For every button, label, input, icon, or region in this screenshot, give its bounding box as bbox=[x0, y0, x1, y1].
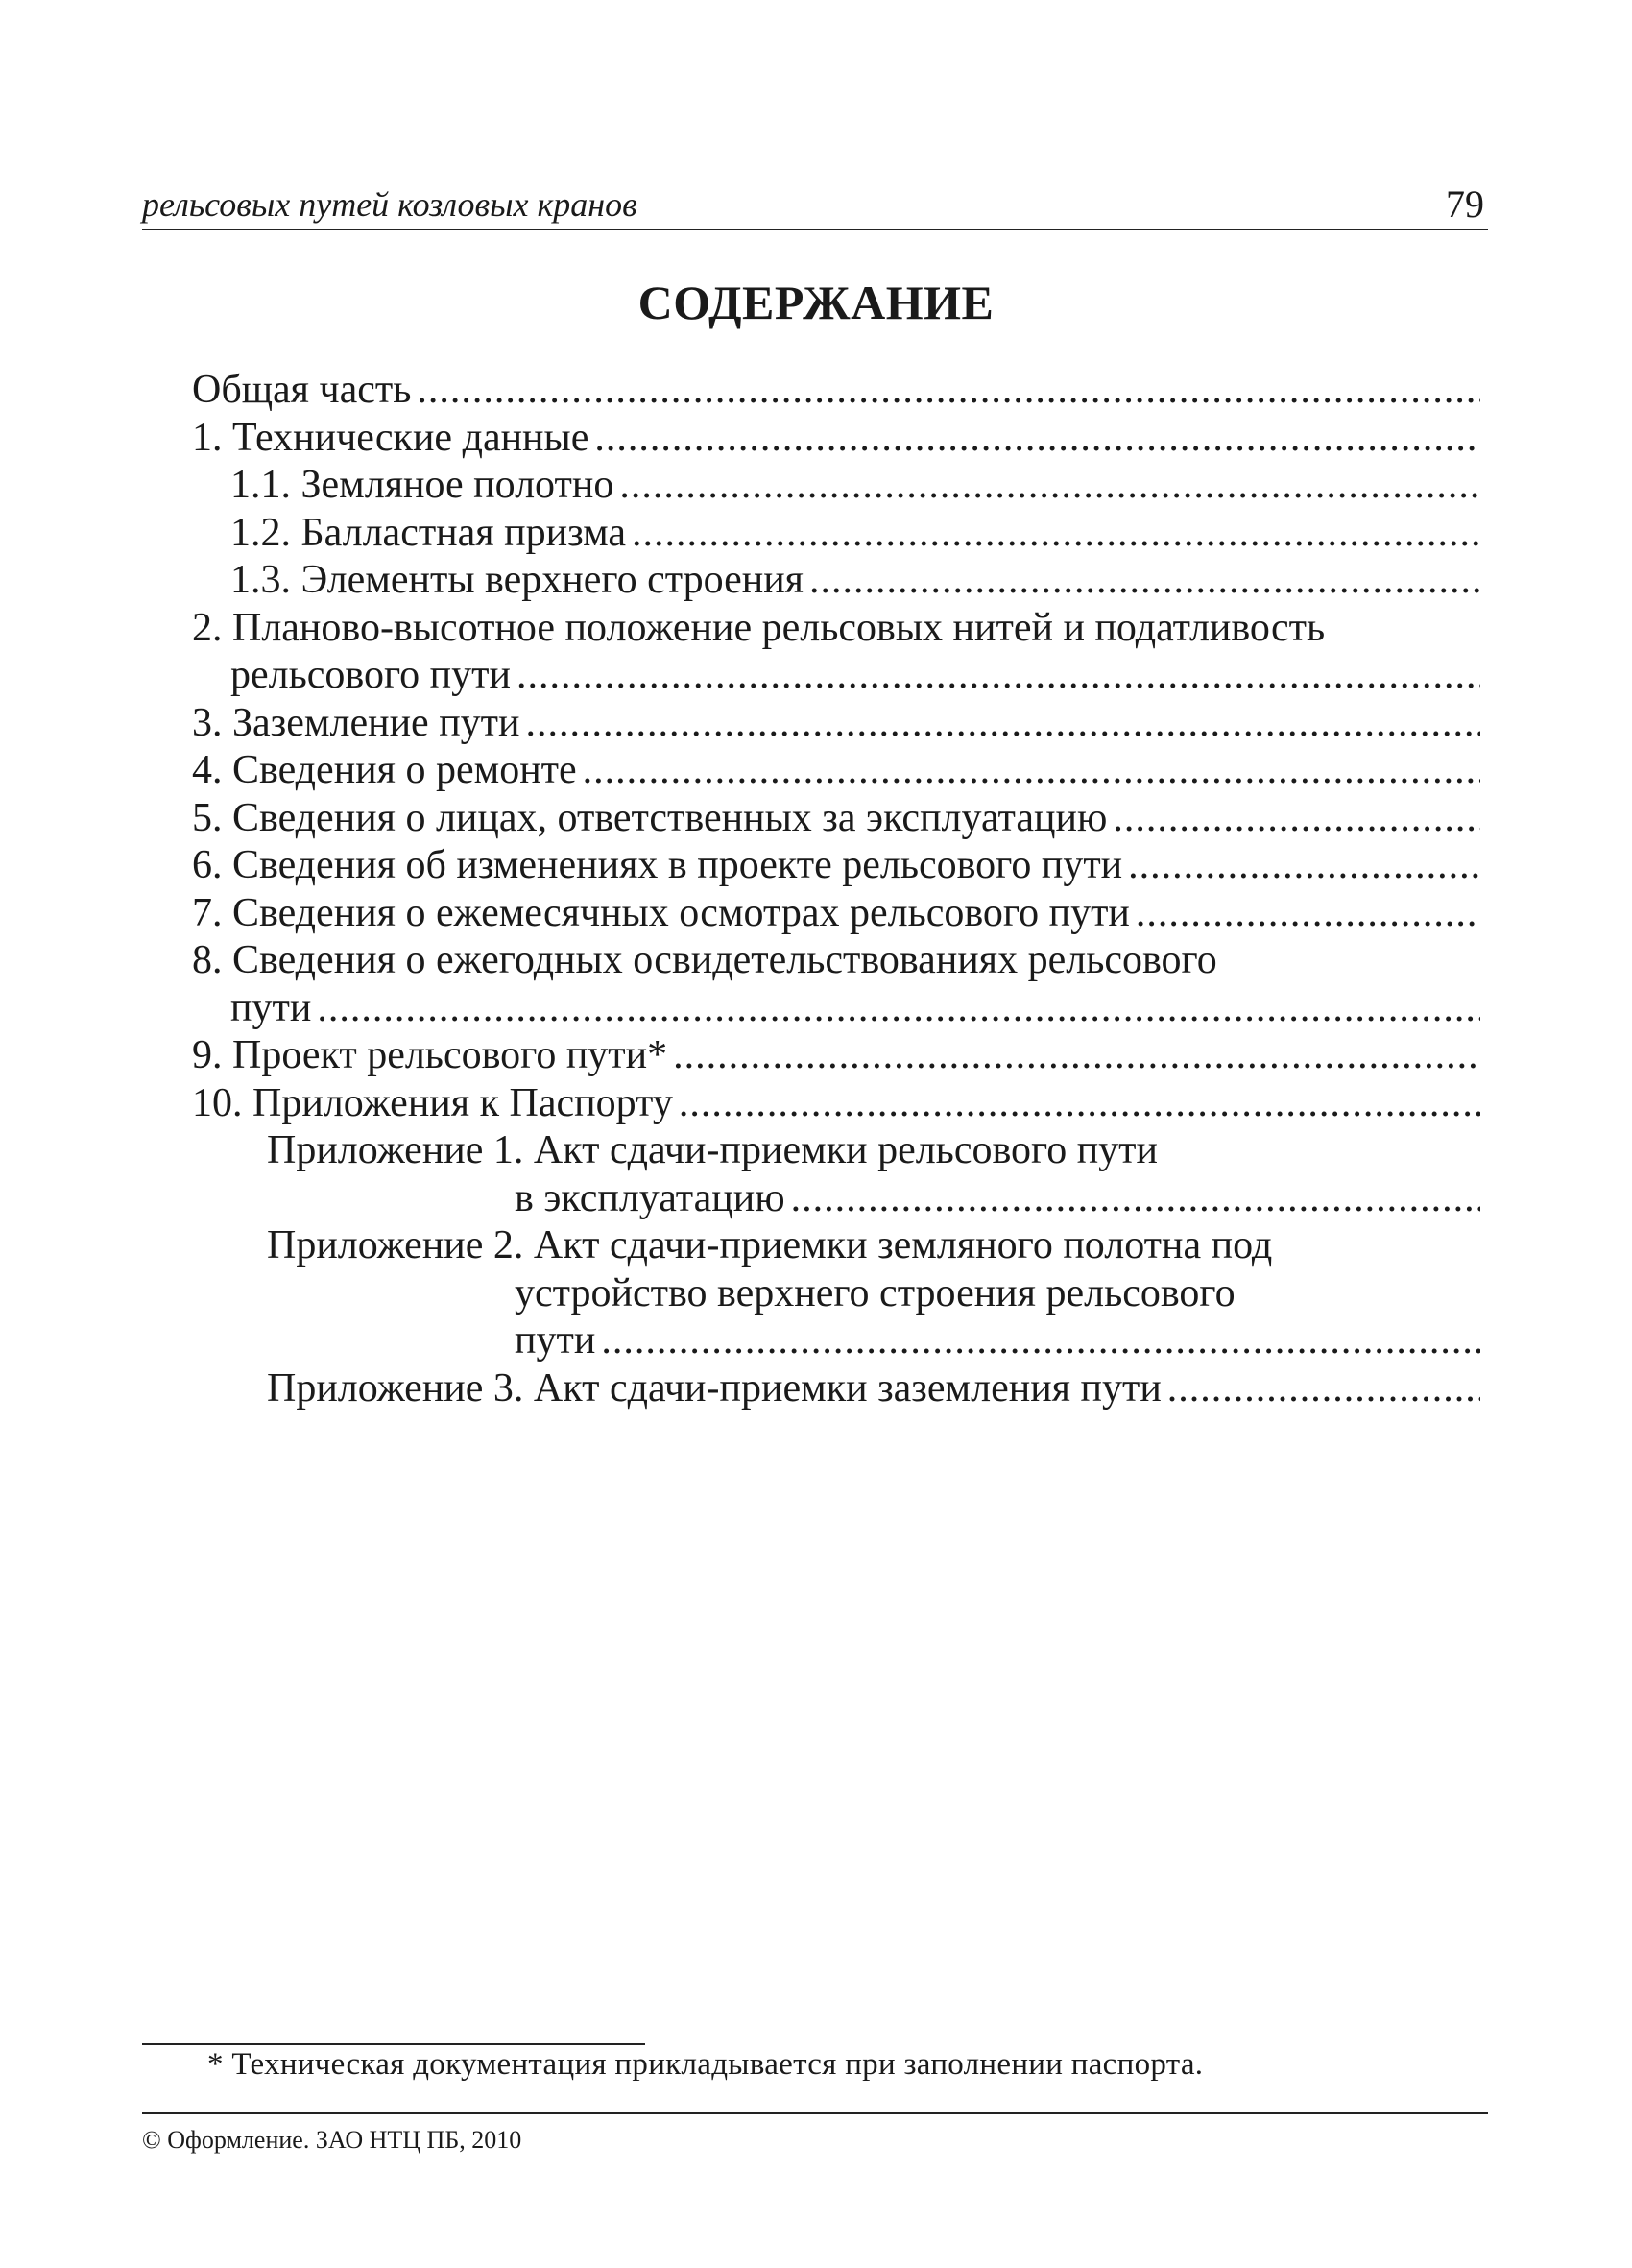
toc-dot-leader bbox=[673, 1032, 1480, 1080]
toc-entry bbox=[192, 1365, 1480, 1413]
toc-dot-leader bbox=[417, 367, 1480, 415]
table-of-contents bbox=[192, 367, 1480, 1412]
toc-entry bbox=[192, 1317, 1480, 1365]
toc-entry-text: 1. Технические данные bbox=[192, 415, 589, 460]
toc-dot-leader bbox=[791, 1175, 1480, 1223]
toc-dot-leader bbox=[1128, 842, 1480, 890]
toc-dot-leader bbox=[516, 652, 1480, 700]
toc-entry bbox=[192, 462, 1480, 510]
toc-dot-leader bbox=[1167, 1365, 1480, 1413]
running-title: рельсовых путей козловых кранов bbox=[142, 185, 637, 224]
toc-dot-leader bbox=[594, 415, 1480, 463]
toc-entry bbox=[192, 415, 1480, 463]
toc-entry bbox=[192, 367, 1480, 415]
toc-entry bbox=[192, 747, 1480, 795]
toc-dot-leader bbox=[619, 462, 1480, 510]
toc-dot-leader bbox=[583, 747, 1480, 795]
toc-entry bbox=[192, 1175, 1480, 1223]
toc-entry bbox=[192, 652, 1480, 700]
footnote: * Техническая документация прикладывается при заполнении паспорта. bbox=[207, 2047, 1204, 2082]
toc-entry bbox=[192, 1127, 1480, 1175]
toc-entry-text: Приложение 2. Акт сдачи-приемки земляного полотна под bbox=[267, 1223, 1273, 1267]
toc-entry-text: 3. Заземление пути bbox=[192, 700, 520, 745]
toc-entry-text: 10. Приложения к Паспорту bbox=[192, 1080, 673, 1125]
toc-entry bbox=[192, 510, 1480, 558]
toc-entry-text: 8. Сведения о ежегодных освидетельствованиях рельсового bbox=[192, 938, 1217, 982]
bottom-divider bbox=[142, 2112, 1488, 2114]
toc-entry-text: пути bbox=[230, 985, 312, 1030]
toc-entry bbox=[192, 1270, 1480, 1318]
toc-entry-text: 4. Сведения о ремонте bbox=[192, 748, 577, 792]
toc-dot-leader bbox=[679, 1080, 1480, 1128]
toc-entry-text: Приложение 3. Акт сдачи-приемки заземления пути bbox=[267, 1365, 1162, 1411]
toc-dot-leader bbox=[526, 700, 1481, 748]
toc-entry bbox=[192, 605, 1480, 653]
toc-dot-leader bbox=[1113, 795, 1480, 843]
toc-entry-text: пути bbox=[515, 1318, 596, 1363]
footnote-divider bbox=[142, 2043, 645, 2045]
toc-entry bbox=[192, 1080, 1480, 1128]
toc-entry bbox=[192, 842, 1480, 890]
toc-entry-text: 1.2. Балластная призма bbox=[230, 510, 627, 555]
toc-entry-text: в эксплуатацию bbox=[515, 1175, 785, 1220]
toc-entry-text: Приложение 1. Акт сдачи-приемки рельсового пути bbox=[267, 1128, 1158, 1172]
toc-entry bbox=[192, 795, 1480, 843]
toc-entry bbox=[192, 1032, 1480, 1080]
toc-entry-text: 6. Сведения об изменениях в проекте рельсового пути bbox=[192, 843, 1123, 887]
toc-dot-leader bbox=[809, 557, 1480, 605]
toc-dot-leader bbox=[317, 985, 1480, 1033]
toc-entry bbox=[192, 700, 1480, 748]
toc-entry-text: устройство верхнего строения рельсового bbox=[515, 1270, 1236, 1315]
page-title: СОДЕРЖАНИЕ bbox=[637, 276, 995, 329]
toc-entry-text: Общая часть bbox=[192, 368, 412, 412]
toc-dot-leader bbox=[1136, 890, 1480, 938]
toc-entry bbox=[192, 890, 1480, 938]
page-number: 79 bbox=[1446, 182, 1484, 226]
toc-entry-text: 7. Сведения о ежемесячных осмотрах рельсового пути bbox=[192, 890, 1130, 935]
toc-entry-text: рельсового пути bbox=[230, 653, 511, 697]
copyright-notice: © Оформление. ЗАО НТЦ ПБ, 2010 bbox=[142, 2126, 522, 2154]
toc-dot-leader bbox=[601, 1317, 1480, 1365]
running-header bbox=[142, 182, 1488, 230]
toc-entry-text: 9. Проект рельсового пути* bbox=[192, 1033, 668, 1077]
toc-dot-leader bbox=[632, 510, 1480, 558]
toc-entry bbox=[192, 985, 1480, 1033]
toc-entry-text: 5. Сведения о лицах, ответственных за эксплуатацию bbox=[192, 795, 1108, 840]
toc-entry-text: 1.3. Элементы верхнего строения bbox=[230, 558, 804, 602]
toc-entry-text: 2. Планово-высотное положение рельсовых нитей и податливость bbox=[192, 605, 1326, 650]
toc-entry bbox=[192, 937, 1480, 985]
toc-entry-text: 1.1. Земляное полотно bbox=[230, 463, 614, 507]
toc-entry bbox=[192, 557, 1480, 605]
toc-entry bbox=[192, 1222, 1480, 1270]
